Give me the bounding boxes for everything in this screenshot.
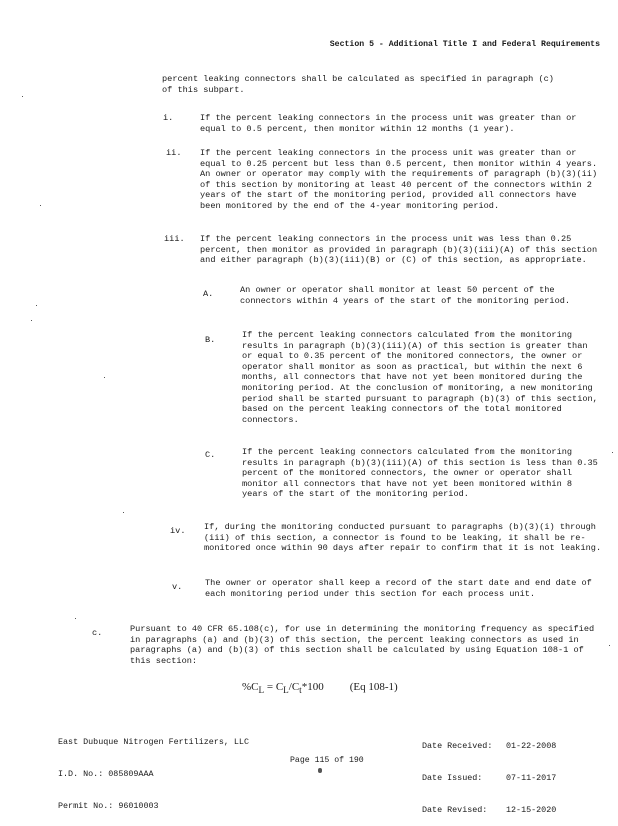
- date-received-label: Date Received:: [422, 741, 493, 752]
- item-number: iv.: [170, 526, 186, 536]
- item-text: If, during the monitoring conducted pursuant to paragraphs (b)(3)(i) through (iii) of this section, a connector is found to be leaking, it shall be re-monitored once within 90 days after repair to confirm that it is not leaking.: [204, 522, 602, 554]
- scan-speck: [31, 320, 32, 321]
- subitem-text: If the percent leaking connectors calculated from the monitoring results in paragraph (b)(3)(iii)(A) of this section is less than 0.35 percent of the monitored connectors, the owner or operator shall monitor all connectors that have not yet been monitored within 8 years of the start of the monitoring period.: [242, 447, 598, 500]
- footer-dates: [422, 720, 556, 826]
- date-issued-value: 07-11-2017: [506, 772, 557, 783]
- id-value: 085809AAA: [108, 768, 154, 779]
- scan-speck: [22, 96, 23, 97]
- item-number: iii.: [164, 234, 185, 244]
- subitem-text: If the percent leaking connectors calculated from the monitoring results in paragraph (b)(3)(iii)(A) of this section is greater than or equal to 0.35 percent of the monitored connectors, the owner or operator shall monitor as soon as practical, but within the next 6 months, all connectors that have not yet been monitored during the monitoring period. At the conclusion of monitoring, a new monitoring period shall be started pursuant to paragraph (b)(3) of this section, based on the percent leaking connectors of the total monitored connectors.: [242, 330, 598, 425]
- date-received-value: 01-22-2008: [506, 741, 557, 752]
- equation-label: (Eq 108-1): [349, 681, 398, 693]
- item-number: ii.: [166, 148, 182, 158]
- scan-speck: [318, 768, 322, 773]
- intro-line-2: of this subpart.: [162, 85, 245, 95]
- scan-speck: [609, 645, 610, 646]
- scan-speck: [40, 205, 41, 206]
- permit-label: Permit No.:: [58, 800, 114, 811]
- subitem-letter: B.: [205, 335, 216, 345]
- subitem-text: An owner or operator shall monitor at least 50 percent of the connectors within 4 years of the start of the monitoring period.: [240, 285, 571, 306]
- subitem-letter: C.: [205, 450, 216, 460]
- item-text: If the percent leaking connectors in the process unit was less than 0.25 percent, then monitor as provided in paragraph (b)(3)(iii)(A) of this section and either paragraph (b)(3)(iii)(B) or (C) of this section, as appropriate.: [200, 234, 598, 266]
- section-header: Section 5 - Additional Title I and Federal Requirements: [329, 40, 600, 49]
- scan-speck: [123, 512, 124, 513]
- item-text: If the percent leaking connectors in the process unit was greater than or equal to 0.5 percent, then monitor within 12 months (1 year).: [200, 113, 577, 134]
- scan-speck: [612, 452, 613, 453]
- intro-line-1: percent leaking connectors shall be calculated as specified in paragraph (c): [162, 74, 554, 84]
- id-label: I.D. No.:: [58, 768, 104, 779]
- footer-facility-info: [58, 716, 249, 822]
- company-name: East Dubuque Nitrogen Fertilizers, LLC: [58, 737, 249, 748]
- date-revised-value: 12-15-2020: [506, 804, 557, 815]
- item-text: The owner or operator shall keep a record of the start date and end date of each monitoring period under this section for each process unit.: [205, 578, 592, 599]
- paragraph-letter: c.: [92, 628, 103, 638]
- equation-108-1: $\%C_L = C_L/C_t*100$ (Eq 108-1): [242, 681, 398, 696]
- date-issued-label: Date Issued:: [422, 772, 483, 783]
- subitem-letter: A.: [203, 289, 214, 299]
- page-number: Page 115 of 190: [290, 756, 364, 765]
- paragraph-c-text: Pursuant to 40 CFR 65.108(c), for use in determining the monitoring frequency as specified in paragraphs (a) and (b)(3) of this section, the percent leaking connectors as used in paragraphs (a) and (b)(3) of this section shall be calculated by using Equation 108-1 of this section:: [130, 624, 595, 666]
- item-number: v.: [172, 582, 183, 592]
- date-revised-label: Date Revised:: [422, 804, 488, 815]
- scan-speck: [104, 377, 105, 378]
- scan-speck: [75, 618, 76, 619]
- scan-speck: [36, 305, 37, 306]
- permit-value: 96010003: [118, 800, 159, 811]
- item-text: If the percent leaking connectors in the process unit was greater than or equal to 0.25 percent but less than 0.5 percent, then monitor within 4 years. An owner or operator may comply with the requirements of paragraph (b)(3)(ii) of this section by monitoring at least 40 percent of the connectors within 2 years of the start of the monitoring period, provided all connectors have been monitored by the end of the 4-year monitoring period.: [200, 148, 598, 211]
- item-number: i.: [163, 113, 174, 123]
